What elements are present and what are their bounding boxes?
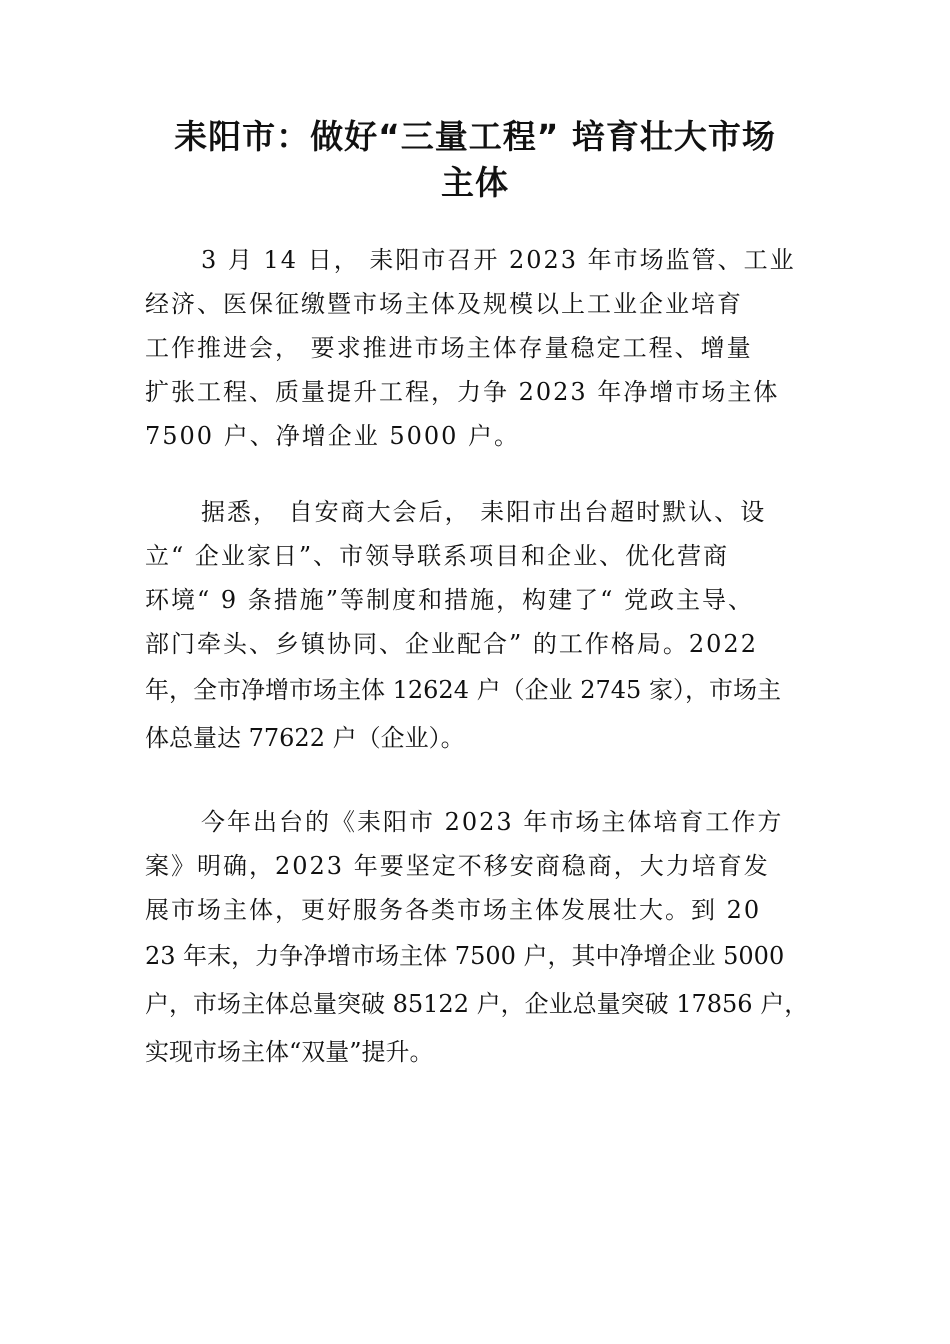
- article-title: [140, 114, 810, 206]
- paragraph-line: 年，全市净增市场主体 12624 户（企业 2745 家），市场主: [145, 676, 781, 704]
- paragraph-line: 今年出台的《耒阳市 2023 年市场主体培育工作方: [201, 808, 784, 836]
- paragraph-line: 23 年末，力争净增市场主体 7500 户，其中净增企业 5000: [145, 942, 785, 970]
- paragraph-line: 案》明确，2023 年要坚定不移安商稳商，大力培育发: [145, 852, 770, 880]
- paragraph-line: 展市场主体，更好服务各类市场主体发展壮大。到 20: [145, 896, 762, 924]
- paragraph-1: [145, 238, 795, 458]
- paragraph-line: 经济、医保征缴暨市场主体及规模以上工业企业培育: [145, 290, 743, 318]
- paragraph-line: 据悉， 自安商大会后， 耒阳市出台超时默认、设: [201, 498, 767, 526]
- title-line: 主体: [441, 163, 509, 202]
- paragraph-3: [145, 800, 809, 1076]
- title-line: 耒阳市：做好“三量工程” 培育壮大市场: [174, 117, 776, 156]
- paragraph-line: 扩张工程、质量提升工程，力争 2023 年净增市场主体: [145, 378, 780, 406]
- paragraph-2: [145, 490, 795, 762]
- paragraph-line: 3 月 14 日， 耒阳市召开 2023 年市场监管、工业: [201, 246, 796, 274]
- paragraph-line: 立“ 企业家日”、市领导联系项目和企业、优化营商: [145, 542, 730, 570]
- paragraph-line: 7500 户、净增企业 5000 户。: [145, 422, 521, 450]
- paragraph-line: 实现市场主体“双量”提升。: [145, 1038, 434, 1066]
- paragraph-line: 体总量达 77622 户（企业）。: [145, 724, 465, 752]
- paragraph-line: 环境“ 9 条措施”等制度和措施，构建了“ 党政主导、: [145, 586, 754, 614]
- paragraph-line: 部门牵头、乡镇协同、企业配合” 的工作格局。2022: [145, 630, 758, 658]
- paragraph-line: 户，市场主体总量突破 85122 户，企业总量突破 17856 户，: [145, 990, 809, 1018]
- paragraph-line: 工作推进会， 要求推进市场主体存量稳定工程、增量: [145, 334, 753, 362]
